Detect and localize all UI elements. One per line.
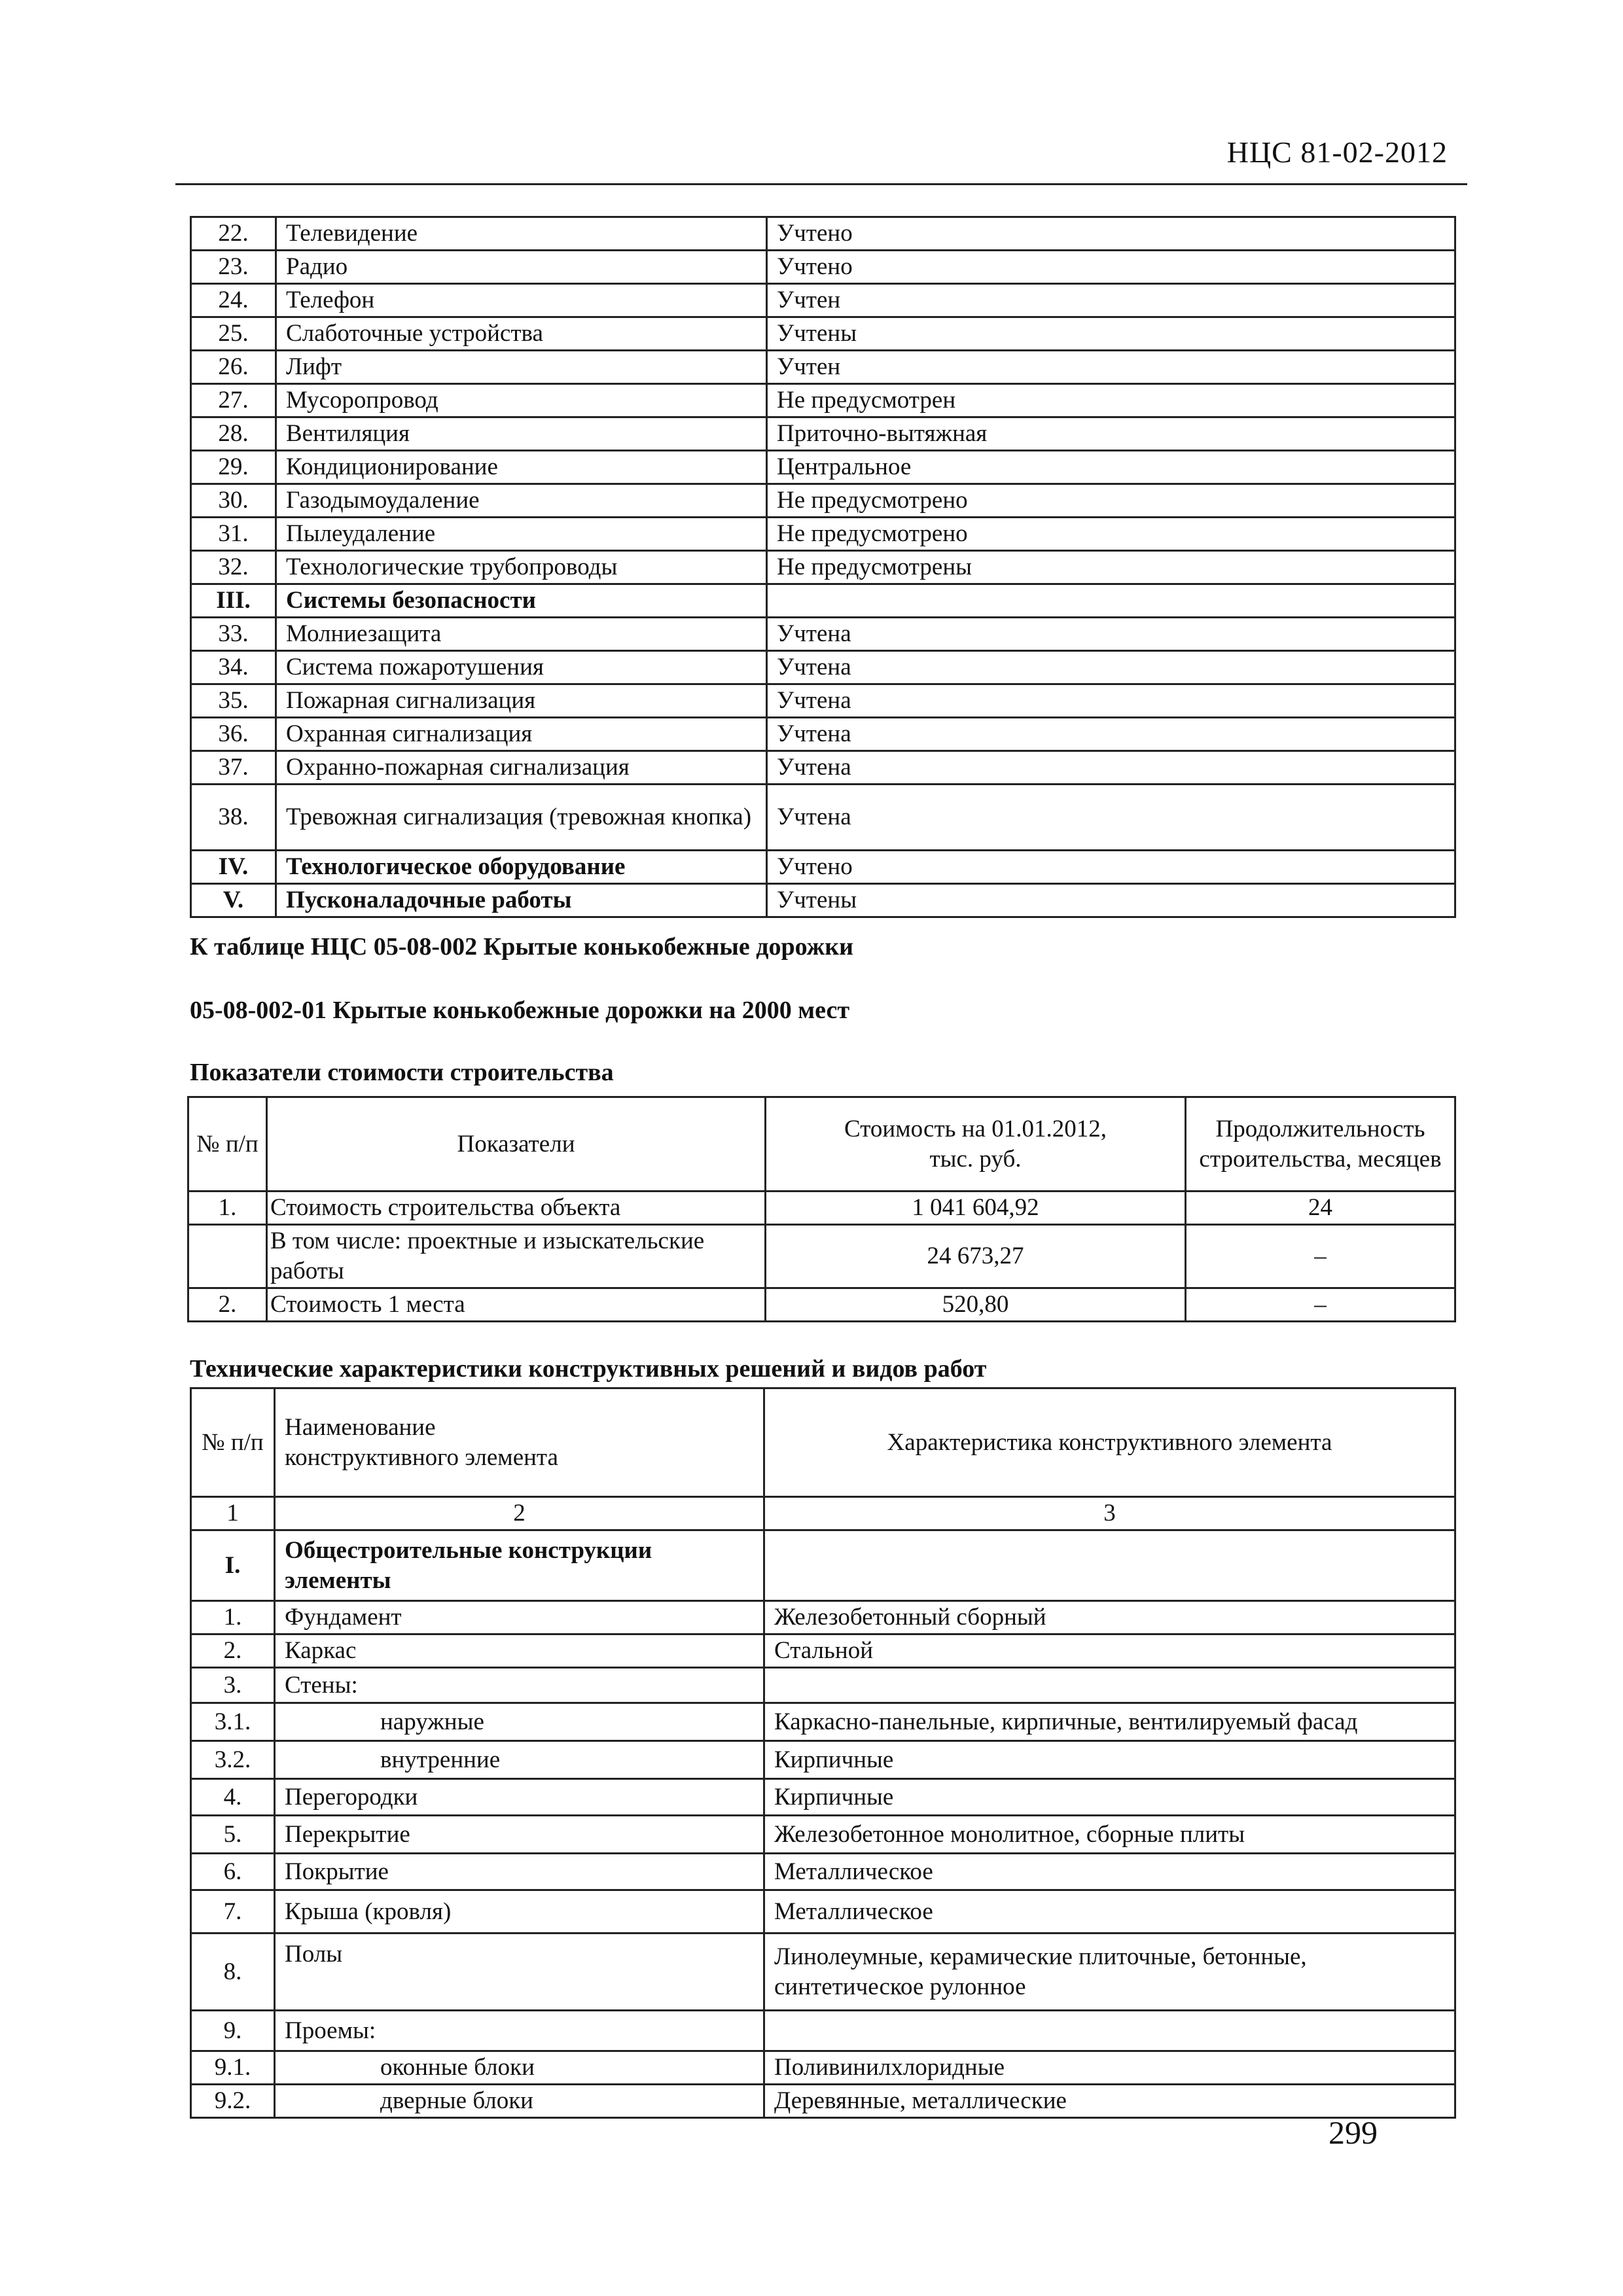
- table-row: [191, 1779, 1455, 1816]
- row-number: 22.: [191, 217, 276, 251]
- row-value: Не предусмотрены: [767, 551, 1455, 584]
- row-number: 26.: [191, 351, 276, 384]
- row-value: Учтена: [767, 684, 1455, 718]
- row-number: 2.: [191, 1634, 275, 1668]
- row-characteristic: [764, 1530, 1455, 1601]
- section-number: V.: [191, 884, 276, 917]
- section-row: [191, 1530, 1455, 1601]
- row-element: наружные: [275, 1703, 764, 1741]
- cost-section-title: Показатели стоимости строительства: [190, 1059, 614, 1086]
- row-duration: –: [1186, 1225, 1455, 1288]
- section-number: III.: [191, 584, 276, 618]
- row-name: Телефон: [276, 284, 767, 317]
- row-indicator: Стоимость строительства объекта: [267, 1192, 766, 1225]
- column-number: 1: [191, 1497, 275, 1530]
- row-element: Фундамент: [275, 1601, 764, 1634]
- page-header: [175, 130, 1467, 185]
- row-number: 9.: [191, 2011, 275, 2051]
- row-number: 4.: [191, 1779, 275, 1816]
- table-row: [188, 1225, 1455, 1288]
- row-number: 1.: [188, 1192, 267, 1225]
- table-row: [191, 317, 1455, 351]
- row-characteristic: Линолеумные, керамические плиточные, бетонные, синтетическое рулонное: [764, 1934, 1455, 2011]
- table-row: [191, 251, 1455, 284]
- row-characteristic: [764, 1668, 1455, 1703]
- row-name: Технологические трубопроводы: [276, 551, 767, 584]
- row-number: 28.: [191, 417, 276, 451]
- row-name: Слаботочные устройства: [276, 317, 767, 351]
- row-number: 5.: [191, 1816, 275, 1854]
- section-number: I.: [191, 1530, 275, 1601]
- row-element: Проемы:: [275, 2011, 764, 2051]
- row-element: дверные блоки: [275, 2085, 764, 2118]
- header-number: № п/п: [191, 1388, 275, 1497]
- header-number: № п/п: [188, 1097, 267, 1192]
- row-element: Перекрытие: [275, 1816, 764, 1854]
- row-number: 34.: [191, 651, 276, 684]
- document-code: НЦС 81-02-2012: [1226, 135, 1448, 169]
- row-element: Стены:: [275, 1668, 764, 1703]
- table-header-row: [188, 1097, 1455, 1192]
- table-row: [191, 1668, 1455, 1703]
- table-row: [191, 1741, 1455, 1779]
- row-element: Крыша (кровля): [275, 1890, 764, 1934]
- row-number: 9.1.: [191, 2051, 275, 2085]
- tech-section-title: Технические характеристики конструктивных решений и видов работ: [190, 1355, 987, 1383]
- header-characteristic: Характеристика конструктивного элемента: [764, 1388, 1455, 1497]
- column-number: 2: [275, 1497, 764, 1530]
- row-number: 37.: [191, 751, 276, 785]
- row-value: Учтена: [767, 618, 1455, 651]
- row-value: Учтены: [767, 884, 1455, 917]
- section-name: Технологическое оборудование: [276, 851, 767, 884]
- header-cost: Стоимость на 01.01.2012, тыс. руб.: [766, 1097, 1186, 1192]
- table-row: [191, 484, 1455, 518]
- row-number: 30.: [191, 484, 276, 518]
- row-value: Учтены: [767, 317, 1455, 351]
- row-number: 36.: [191, 718, 276, 751]
- page-number: 299: [1329, 2114, 1378, 2151]
- row-name: Радио: [276, 251, 767, 284]
- row-value: Учтена: [767, 651, 1455, 684]
- row-number: 31.: [191, 518, 276, 551]
- row-number: 25.: [191, 317, 276, 351]
- row-number: 8.: [191, 1934, 275, 2011]
- header-indicator: Показатели: [267, 1097, 766, 1192]
- row-number: 3.2.: [191, 1741, 275, 1779]
- row-characteristic: Кирпичные: [764, 1779, 1455, 1816]
- row-element: Каркас: [275, 1634, 764, 1668]
- row-element: внутренние: [275, 1741, 764, 1779]
- row-characteristic: Стальной: [764, 1634, 1455, 1668]
- row-value: Учтен: [767, 351, 1455, 384]
- row-value: Учтено: [767, 217, 1455, 251]
- row-name: Пылеудаление: [276, 518, 767, 551]
- table-row: [191, 1703, 1455, 1741]
- row-name: Молниезащита: [276, 618, 767, 651]
- row-value: Учтено: [767, 851, 1455, 884]
- table-row: [191, 684, 1455, 718]
- table-row: [191, 518, 1455, 551]
- section-number: IV.: [191, 851, 276, 884]
- row-number: 1.: [191, 1601, 275, 1634]
- row-value: Не предусмотрено: [767, 518, 1455, 551]
- table-row: [191, 2085, 1455, 2118]
- row-cost: 24 673,27: [766, 1225, 1186, 1288]
- row-number: 29.: [191, 451, 276, 484]
- header-element: Наименование конструктивного элемента: [275, 1388, 764, 1497]
- row-name: Охранная сигнализация: [276, 718, 767, 751]
- row-number: 23.: [191, 251, 276, 284]
- row-value: Учтена: [767, 785, 1455, 851]
- row-characteristic: Железобетонный сборный: [764, 1601, 1455, 1634]
- row-name: Система пожаротушения: [276, 651, 767, 684]
- row-number: 9.2.: [191, 2085, 275, 2118]
- row-cost: 520,80: [766, 1288, 1186, 1322]
- table-row: [191, 1854, 1455, 1890]
- table-row: [191, 1934, 1455, 2011]
- row-value: Центральное: [767, 451, 1455, 484]
- row-element: Покрытие: [275, 1854, 764, 1890]
- header-duration: Продолжительность строительства, месяцев: [1186, 1097, 1455, 1192]
- row-characteristic: Металлическое: [764, 1890, 1455, 1934]
- table-row: [191, 618, 1455, 651]
- row-number: 3.1.: [191, 1703, 275, 1741]
- table-row: [191, 284, 1455, 317]
- tech-characteristics-table: [190, 1387, 1456, 2119]
- row-value: Учтено: [767, 251, 1455, 284]
- table-row: [191, 718, 1455, 751]
- table-row: [188, 1192, 1455, 1225]
- row-value: Учтена: [767, 718, 1455, 751]
- row-value: Учтена: [767, 751, 1455, 785]
- row-value: Приточно-вытяжная: [767, 417, 1455, 451]
- section-name: Пусконаладочные работы: [276, 884, 767, 917]
- row-number: 7.: [191, 1890, 275, 1934]
- row-number: 33.: [191, 618, 276, 651]
- row-number: 6.: [191, 1854, 275, 1890]
- row-name: Тревожная сигнализация (тревожная кнопка): [276, 785, 767, 851]
- row-name: Лифт: [276, 351, 767, 384]
- table-row: [191, 1890, 1455, 1934]
- row-number: 24.: [191, 284, 276, 317]
- table-row: [191, 785, 1455, 851]
- systems-table: [190, 216, 1456, 918]
- row-name: Телевидение: [276, 217, 767, 251]
- table-row: [191, 1634, 1455, 1668]
- table-row: [191, 1816, 1455, 1854]
- row-element: Перегородки: [275, 1779, 764, 1816]
- table-header-row: [191, 1388, 1455, 1497]
- table-row: [191, 417, 1455, 451]
- cost-indicators-table: [187, 1096, 1456, 1322]
- row-name: Газодымоудаление: [276, 484, 767, 518]
- row-value: Не предусмотрен: [767, 384, 1455, 417]
- table-row: [191, 351, 1455, 384]
- row-duration: –: [1186, 1288, 1455, 1322]
- row-name: Пожарная сигнализация: [276, 684, 767, 718]
- row-characteristic: Железобетонное монолитное, сборные плиты: [764, 1816, 1455, 1854]
- table-row: [191, 751, 1455, 785]
- row-duration: 24: [1186, 1192, 1455, 1225]
- section-name: Общестроительные конструкции элементы: [275, 1530, 764, 1601]
- row-cost: 1 041 604,92: [766, 1192, 1186, 1225]
- row-number: 32.: [191, 551, 276, 584]
- row-characteristic: Металлическое: [764, 1854, 1455, 1890]
- section-row: [191, 584, 1455, 618]
- row-characteristic: Кирпичные: [764, 1741, 1455, 1779]
- item-reference-heading: 05-08-002-01 Крытые конькобежные дорожки на 2000 мест: [190, 997, 850, 1024]
- table-row: [191, 651, 1455, 684]
- row-name: Мусоропровод: [276, 384, 767, 417]
- row-number: 3.: [191, 1668, 275, 1703]
- column-number: 3: [764, 1497, 1455, 1530]
- row-number: 35.: [191, 684, 276, 718]
- row-value: [767, 584, 1455, 618]
- row-number: 2.: [188, 1288, 267, 1322]
- row-number: 38.: [191, 785, 276, 851]
- row-name: Кондиционирование: [276, 451, 767, 484]
- row-number: 27.: [191, 384, 276, 417]
- row-indicator: Стоимость 1 места: [267, 1288, 766, 1322]
- row-number: [188, 1225, 267, 1288]
- row-value: Учтен: [767, 284, 1455, 317]
- row-element: оконные блоки: [275, 2051, 764, 2085]
- column-number-row: [191, 1497, 1455, 1530]
- row-characteristic: Поливинилхлоридные: [764, 2051, 1455, 2085]
- row-characteristic: Деревянные, металлические: [764, 2085, 1455, 2118]
- table-row: [191, 2051, 1455, 2085]
- table-row: [191, 217, 1455, 251]
- row-value: Не предусмотрено: [767, 484, 1455, 518]
- table-row: [191, 451, 1455, 484]
- table-row: [191, 384, 1455, 417]
- row-indicator: В том числе: проектные и изыскательские работы: [267, 1225, 766, 1288]
- row-characteristic: [764, 2011, 1455, 2051]
- table-reference-heading: К таблице НЦС 05-08-002 Крытые конькобежные дорожки: [190, 933, 854, 961]
- row-name: Охранно-пожарная сигнализация: [276, 751, 767, 785]
- section-row: [191, 884, 1455, 917]
- row-name: Вентиляция: [276, 417, 767, 451]
- table-row: [191, 1601, 1455, 1634]
- row-characteristic: Каркасно-панельные, кирпичные, вентилируемый фасад: [764, 1703, 1455, 1741]
- row-element: Полы: [275, 1934, 764, 2011]
- section-row: [191, 851, 1455, 884]
- table-row: [191, 551, 1455, 584]
- table-row: [188, 1288, 1455, 1322]
- section-name: Системы безопасности: [276, 584, 767, 618]
- table-row: [191, 2011, 1455, 2051]
